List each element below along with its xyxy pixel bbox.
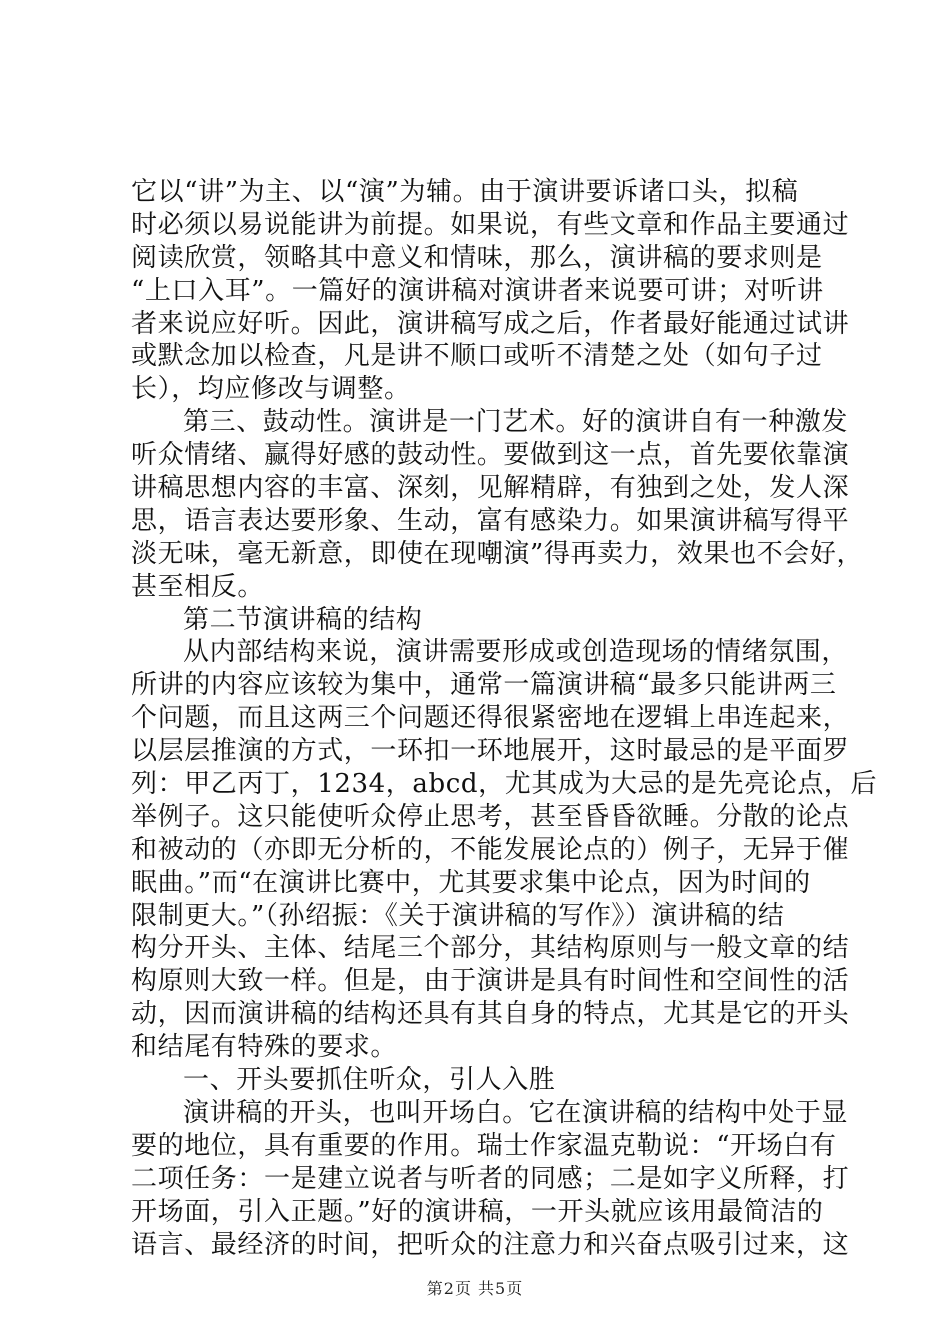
text-line: 第二节演讲稿的结构 xyxy=(183,604,423,635)
text-line: 者来说应好听。因此，演讲稿写成之后，作者最好能通过试讲 xyxy=(131,308,850,339)
text-line: 从内部结构来说，演讲需要形成或创造现场的情绪氛围， xyxy=(183,637,849,668)
text-line: 二项任务：一是建立说者与听者的同感；二是如字义所释，打 xyxy=(131,1163,850,1194)
text-line: “上口入耳”。一篇好的演讲稿对演讲者来说要可讲；对听讲 xyxy=(131,275,824,306)
text-line: 开场面，引入正题。”好的演讲稿，一开头就应该用最简洁的 xyxy=(131,1196,824,1227)
text-line: 举例子。这只能使听众停止思考，甚至昏昏欲睡。分散的论点 xyxy=(131,801,850,832)
text-line: 以层层推演的方式，一环扣一环地展开，这时最忌的是平面罗 xyxy=(131,736,850,767)
text-line: 要的地位，具有重要的作用。瑞士作家温克勒说：“开场白有 xyxy=(131,1130,837,1161)
text-line: 思，语言表达要形象、生动，富有感染力。如果演讲稿写得平 xyxy=(131,505,850,536)
text-line: 限制更大。”（孙绍振：《关于演讲稿的写作》）演讲稿的结 xyxy=(131,900,785,931)
body-text xyxy=(131,176,878,1261)
page-footer: 第2页 共5页 xyxy=(426,1279,524,1298)
text-line: 甚至相反。 xyxy=(131,571,265,602)
text-line: 或默念加以检查，凡是讲不顺口或听不清楚之处（如句子过 xyxy=(131,341,823,372)
text-line: 时必须以易说能讲为前提。如果说，有些文章和作品主要通过 xyxy=(131,209,850,240)
text-line: 它以“讲”为主、以“演”为辅。由于演讲要诉诸口头，拟稿 xyxy=(131,177,799,207)
text-line: 演讲稿的开头，也叫开场白。它在演讲稿的结构中处于显 xyxy=(183,1097,849,1128)
text-line: 淡无味，毫无新意，即使在现嘲演”得再卖力，效果也不会好， xyxy=(131,538,864,569)
text-line: 列：甲乙丙丁，1234，abcd，尤其成为大忌的是先亮论点，后 xyxy=(131,769,878,800)
text-line: 构原则大致一样。但是，由于演讲是具有时间性和空间性的活 xyxy=(131,966,850,997)
text-line: 眠曲。”而“在演讲比赛中，尤其要求集中论点，因为时间的 xyxy=(131,867,811,898)
text-line: 听众情绪、赢得好感的鼓动性。要做到这一点，首先要依靠演 xyxy=(131,440,850,471)
text-line: 第三、鼓动性。演讲是一门艺术。好的演讲自有一种激发 xyxy=(183,407,849,438)
text-line: 所讲的内容应该较为集中，通常一篇演讲稿“最多只能讲两三 xyxy=(131,670,837,701)
text-line: 个问题，而且这两三个问题还得很紧密地在逻辑上串连起来， xyxy=(131,703,850,734)
text-line: 动，因而演讲稿的结构还具有其自身的特点，尤其是它的开头 xyxy=(131,999,850,1030)
text-line: 阅读欣赏，领略其中意义和情味，那么，演讲稿的要求则是 xyxy=(131,242,823,273)
text-line: 语言、最经济的时间，把听众的注意力和兴奋点吸引过来，这 xyxy=(131,1229,850,1260)
text-line: 长），均应修改与调整。 xyxy=(131,374,411,405)
text-line: 讲稿思想内容的丰富、深刻，见解精辟，有独到之处，发人深 xyxy=(131,473,850,504)
text-line: 和结尾有特殊的要求。 xyxy=(131,1032,398,1063)
text-line: 和被动的（亦即无分析的，不能发展论点的）例子，无异于催 xyxy=(131,834,850,865)
text-line: 一、开头要抓住听众，引人入胜 xyxy=(183,1065,556,1096)
text-line: 构分开头、主体、结尾三个部分，其结构原则与一般文章的结 xyxy=(131,933,850,964)
